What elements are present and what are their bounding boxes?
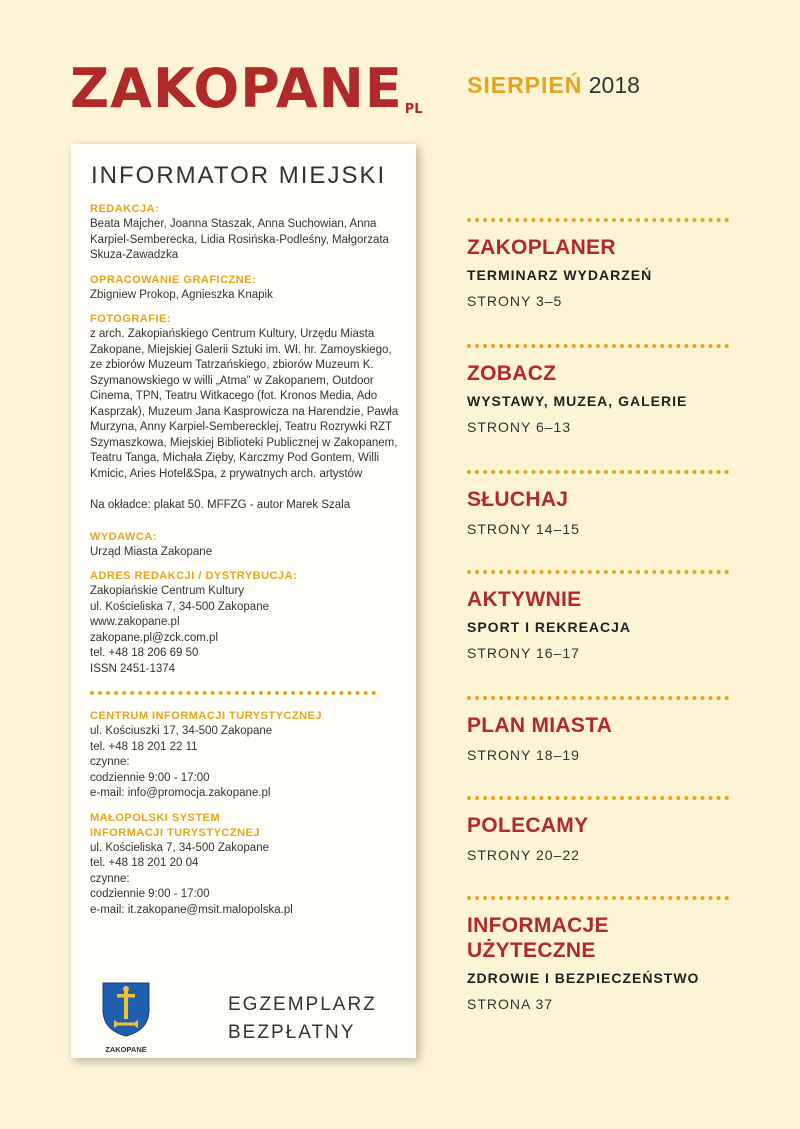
free-line: BEZPŁATNY	[228, 1022, 356, 1043]
website-link[interactable]: www.zakopane.pl	[90, 616, 180, 628]
dotted-divider	[467, 218, 729, 222]
logo-text: ZAKOPANE	[70, 57, 403, 120]
free-line: EGZEMPLARZ	[228, 994, 377, 1015]
wydawca-label: WYDAWCA:	[90, 530, 157, 543]
issn: ISSN 2451-1374	[90, 662, 176, 675]
toc-subtitle: WYSTAWY, MUZEA, GALERIE	[467, 393, 688, 409]
toc-section-polecamy[interactable]	[467, 796, 757, 864]
toc-section-aktywnie[interactable]	[467, 570, 757, 662]
toc-pages: STRONA 37	[467, 996, 554, 1012]
cover-note: Na okładce: plakat 50. MFFZG - autor Marek Szala	[90, 499, 351, 511]
msit-section	[90, 811, 402, 919]
zakopane-crest	[100, 980, 152, 1054]
dotted-divider	[467, 796, 729, 800]
dotted-divider	[90, 691, 376, 695]
issue-date	[467, 72, 640, 99]
toc-section-informacje[interactable]	[467, 896, 757, 1013]
dotted-divider	[467, 344, 729, 348]
redakcja-section	[90, 202, 402, 264]
phone-number: tel. +48 18 206 69 50	[90, 647, 199, 659]
card-title: INFORMATOR MIEJSKI	[91, 162, 387, 189]
msit-label: MAŁOPOLSKI SYSTEM	[90, 811, 221, 824]
opracowanie-label: OPRACOWANIE GRAFICZNE:	[90, 273, 257, 286]
toc-subtitle: ZDROWIE I BEZPIECZEŃSTWO	[467, 970, 700, 986]
adres-section	[90, 569, 402, 677]
cit-line: ul. Kościuszki 17, 34-500 Zakopane	[90, 725, 273, 737]
toc-title: UŻYTECZNE	[467, 939, 596, 962]
toc-pages: STRONY 6–13	[467, 419, 572, 435]
msit-line: czynne:	[90, 872, 130, 885]
toc-pages: STRONY 3–5	[467, 293, 563, 309]
msit-line: codziennie 9:00 - 17:00	[90, 888, 210, 900]
msit-email-link[interactable]: e-mail: it.zakopane@msit.malopolska.pl	[90, 903, 293, 916]
msit-line: ul. Kościeliska 7, 34-500 Zakopane	[90, 841, 269, 854]
toc-title: ZOBACZ	[467, 362, 557, 385]
opracowanie-text: Zbigniew Prokop, Agnieszka Knapik	[90, 288, 273, 301]
coat-of-arms-icon	[100, 980, 152, 1038]
fotografie-text: z arch. Zakopiańskiego Centrum Kultury, Urzędu Miasta Zakopane, Miejskiej Galerii Sztuki im. Wł. hr. Zamoyskiego, ze zbiorów Muzeum Tatrzańskiego, zbiorów Muzeum K. Szymanowskiego w willi „Atma” w Zakopanem, Outdoor Cinema, TPN, Teatru Witkacego (fot. Kronos Media, Ado Kasprzak), Muzeum Jana Kasprowicza na Harendzie, Pawła Murzyna, Anny Karpiel-Semberecklej, Teatru Rozrywki RZT Szymaszkowa, Miejskiej Biblioteki Publicznej w Zakopanem, Teatru Tanga, Michała Zięby, Karczmy Pod Gontem, Willi Kmicic, Aries Hotel&Spa, z prywatnych arch. artystów	[90, 328, 399, 480]
info-card	[71, 144, 416, 1058]
toc-section-zobacz[interactable]	[467, 344, 757, 436]
redakcja-label: REDAKCJA:	[90, 203, 160, 215]
toc-pages: STRONY 16–17	[467, 645, 580, 661]
msit-label: INFORMACJI TURYSTYCZNEJ	[90, 826, 260, 839]
email-link[interactable]: zakopane.pl@zck.com.pl	[90, 631, 219, 644]
cit-line: tel. +48 18 201 22 11	[90, 740, 198, 753]
cit-line: codziennie 9:00 - 17:00	[90, 771, 210, 784]
dotted-divider	[467, 570, 729, 574]
toc-section-plan-miasta[interactable]	[467, 696, 757, 764]
toc-title: ZAKOPLANER	[467, 236, 616, 259]
adres-label: ADRES REDAKCJI / DYSTRYBUCJA:	[90, 570, 298, 582]
redakcja-text: Beata Majcher, Joanna Staszak, Anna Suchowian, Anna Karpiel-Semberecka, Lidia Rosińska-Podleśny, Małgorzata Skuza-Zawadzka	[90, 218, 389, 261]
toc-subtitle: SPORT I REKREACJA	[467, 619, 632, 635]
cit-email-link[interactable]: e-mail: info@promocja.zakopane.pl	[90, 787, 271, 799]
toc-title: AKTYWNIE	[467, 588, 582, 611]
toc-subtitle: TERMINARZ WYDARZEŃ	[467, 267, 653, 283]
cit-label: CENTRUM INFORMACJI TURYSTYCZNEJ	[90, 710, 323, 722]
toc-title: PLAN MIASTA	[467, 714, 613, 737]
toc-section-sluchaj[interactable]	[467, 470, 757, 538]
toc-title: INFORMACJE	[467, 914, 609, 937]
dotted-divider	[467, 470, 729, 474]
toc-pages: STRONY 20–22	[467, 847, 580, 863]
toc-title: POLECAMY	[467, 814, 589, 837]
info-card-content	[90, 160, 402, 927]
adres-line: Zakopiańskie Centrum Kultury	[90, 585, 245, 597]
free-copy-label	[228, 991, 377, 1047]
adres-line: ul. Kościeliska 7, 34-500 Zakopane	[90, 600, 269, 613]
issue-year: 2018	[588, 72, 640, 98]
toc-section-zakoplaner[interactable]	[467, 218, 757, 310]
toc-pages: STRONY 18–19	[467, 747, 580, 763]
wydawca-text: Urząd Miasta Zakopane	[90, 545, 213, 558]
wydawca-section	[90, 530, 402, 561]
cit-section	[90, 709, 402, 802]
issue-month: SIERPIEŃ	[467, 72, 583, 98]
cit-line: czynne:	[90, 756, 130, 768]
dotted-divider	[467, 896, 729, 900]
dotted-divider	[467, 696, 729, 700]
opracowanie-section	[90, 273, 402, 304]
zakopane-logo	[70, 57, 423, 120]
fotografie-section	[90, 312, 402, 482]
crest-caption: ZAKOPANE	[105, 1045, 147, 1054]
toc-title: SŁUCHAJ	[467, 488, 569, 511]
fotografie-label: FOTOGRAFIE:	[90, 313, 172, 325]
logo-suffix: PL	[404, 102, 423, 117]
msit-line: tel. +48 18 201 20 04	[90, 857, 199, 869]
toc-pages: STRONY 14–15	[467, 521, 580, 537]
